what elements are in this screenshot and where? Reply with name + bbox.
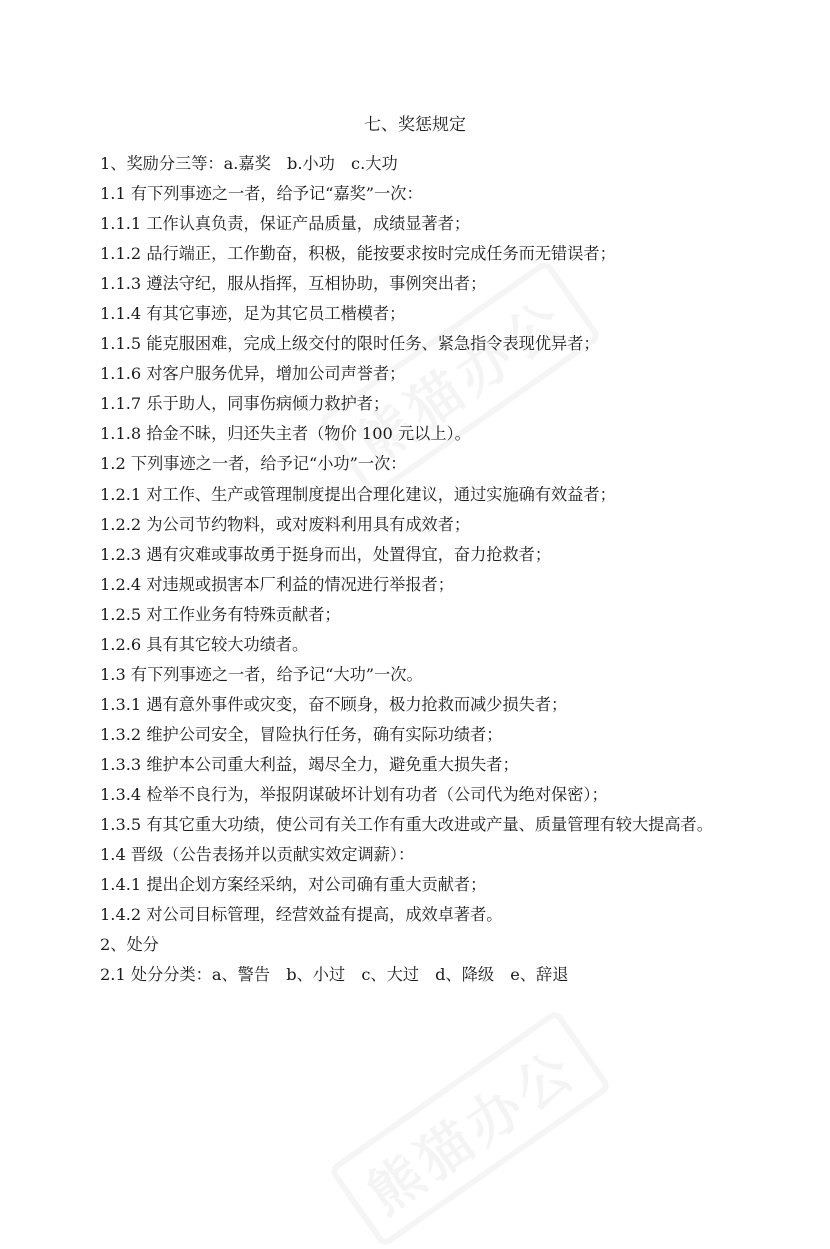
- clause-line: 1.3.2 维护公司安全，冒险执行任务，确有实际功绩者；: [100, 724, 503, 744]
- clause-line: 1.2.1 对工作、生产或管理制度提出合理化建议，通过实施确有效益者；: [100, 484, 616, 504]
- clause-line: 1.1.5 能克服困难，完成上级交付的限时任务、紧急指令表现优异者；: [100, 334, 600, 354]
- clause-line: 1.2.5 对工作业务有特殊贡献者；: [100, 604, 341, 624]
- clause-line: 1.1 有下列事迹之一者，给予记“嘉奖”一次：: [100, 184, 423, 204]
- clause-line: 1.1.3 遵法守纪，服从指挥，互相协助，事例突出者；: [100, 274, 487, 294]
- clause-line: 1.2.6 具有其它较大功绩者。: [100, 634, 309, 654]
- clause-line: 1.4 晋级（公告表扬并以贡献实效定调薪）：: [100, 845, 415, 865]
- clause-line: 1.4.1 提出企划方案经采纳，对公司确有重大贡献者；: [100, 875, 487, 895]
- clause-line: 1.1.7 乐于助人，同事伤病倾力救护者；: [100, 394, 390, 414]
- clause-line: 2、处分: [100, 935, 159, 955]
- clause-line: 1.2.2 为公司节约物料，或对废料利用具有成效者；: [100, 514, 471, 534]
- clause-line: 1.3.1 遇有意外事件或灾变，奋不顾身，极力抢救而减少损失者；: [100, 694, 568, 714]
- clause-line: 1.3.4 检举不良行为，举报阴谋破坏计划有功者（公司代为绝对保密）；: [100, 784, 608, 804]
- clause-line: 1.3.3 维护本公司重大利益，竭尽全力，避免重大损失者；: [100, 754, 519, 774]
- watermark: [328, 1008, 613, 1248]
- clause-line: 1.3.5 有其它重大功绩，使公司有关工作有重大改进或产量、质量管理有较大提高者。: [100, 815, 713, 835]
- clause-line: 1.2 下列事迹之一者，给予记“小功”一次：: [100, 454, 407, 474]
- clause-line: 1.1.1 工作认真负责，保证产品质量，成绩显著者；: [100, 214, 471, 234]
- clause-line: 1、奖励分三等：a.嘉奖 b.小功 c.大功: [100, 154, 398, 173]
- clause-list: [100, 149, 800, 990]
- section-title: 七、奖惩规定: [364, 115, 466, 135]
- clause-line: 1.2.4 对违规或损害本厂利益的情况进行举报者；: [100, 574, 454, 594]
- clause-line: 1.3 有下列事迹之一者，给予记“大功”一次。: [100, 664, 423, 684]
- clause-line: 1.2.3 遇有灾难或事故勇于挺身而出，处置得宜，奋力抢救者；: [100, 544, 552, 564]
- clause-line: 1.4.2 对公司目标管理，经营效益有提高，成效卓著者。: [100, 905, 503, 925]
- clause-line: 1.1.8 拾金不昧，归还失主者（物价 100 元以上）。: [100, 424, 471, 444]
- clause-line: 1.1.2 品行端正，工作勤奋，积极，能按要求按时完成任务而无错误者；: [100, 244, 616, 264]
- clause-line: 2.1 处分分类：a、警告 b、小过 c、大过 d、降级 e、辞退: [100, 965, 569, 985]
- clause-line: 1.1.6 对客户服务优异，增加公司声誉者；: [100, 364, 406, 384]
- clause-line: 1.1.4 有其它事迹，足为其它员工楷模者；: [100, 304, 406, 324]
